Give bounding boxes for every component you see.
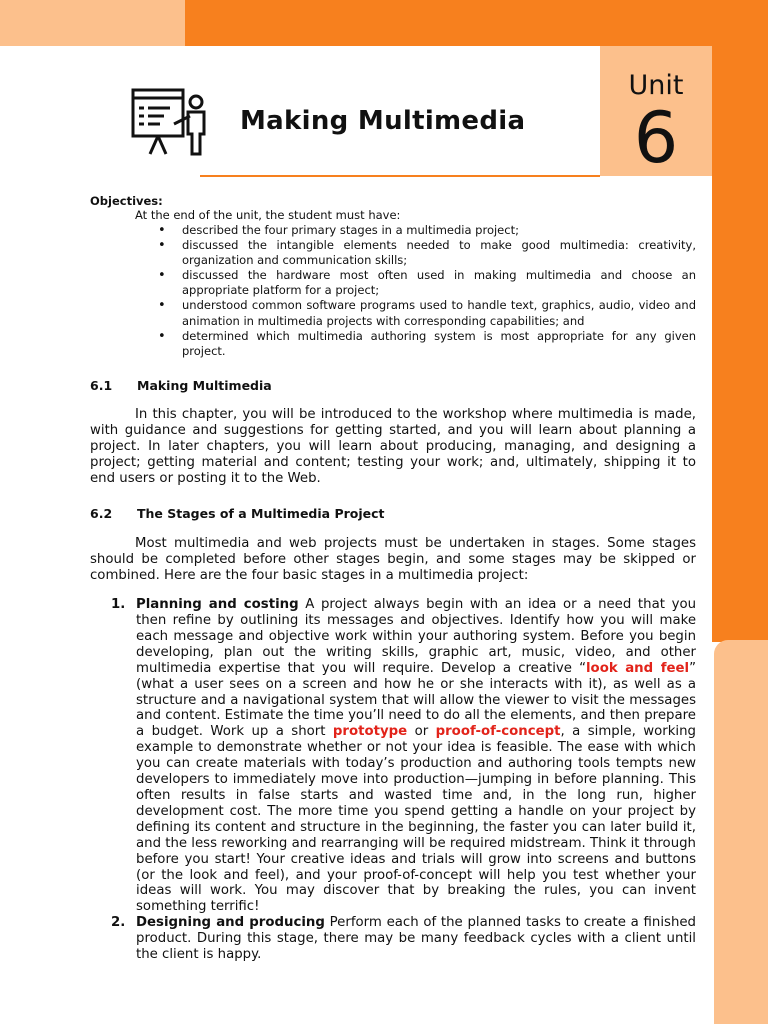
objective-item: • determined which multimedia authoring system is most appropriate for any given project. [90, 329, 696, 359]
unit-badge [600, 46, 712, 179]
objectives-list [90, 223, 696, 359]
stage-title: Designing and producing [136, 915, 325, 931]
objective-item: • discussed the hardware most often used in making multimedia and choose an appropriate platform for a project; [90, 268, 696, 298]
stages-list [90, 597, 696, 963]
stage-text: ” (what a user sees on a screen and how he or she interacts with it), as well as a structure and a navigational system that will allow the viewer to visit the messages and content. Estimate the time you’ll need to do all the elements, and then prepare a budget. Work up a short [136, 660, 696, 740]
term-prototype: prototype [332, 724, 408, 740]
presenter-board-icon [130, 86, 212, 158]
stage-number: 2. [111, 915, 126, 931]
term-look-and-feel: look and feel [586, 660, 690, 676]
side-band-light [714, 640, 768, 1024]
stage-text: or [407, 724, 436, 740]
unit-number: 6 [633, 97, 679, 179]
content [90, 190, 696, 963]
section-paragraph: Most multimedia and web projects must be undertaken in stages. Some stages should be completed before other stages begin, and some stages may be skipped or combined. Here are the four basic stages in a multimedia project: [90, 535, 696, 583]
objective-item: • described the four primary stages in a multimedia project; [90, 223, 696, 238]
section-title: Making Multimedia [137, 377, 272, 393]
side-band [712, 46, 768, 642]
objectives-heading: Objectives: [90, 194, 163, 208]
section-paragraph: In this chapter, you will be introduced to the workshop where multimedia is made, with guidance and suggestions for getting started, and you will learn about planning a project. In later chapters, you will learn about producing, managing, and designing a project; getting material and content; testing your work; and, ultimately, shipping it to end users or posting it to the Web. [90, 406, 696, 486]
page-title: Making Multimedia [240, 106, 526, 136]
term-proof-of-concept: proof-of-concept [435, 724, 561, 740]
header-band [185, 0, 768, 46]
header-band-light [0, 0, 188, 46]
stage-item [90, 915, 696, 963]
stage-text: A project always begin with an idea or a need that you then refine by outlining its messages and objectives. Identify how you will make each message and objective work within your authoring system. Before you begin developing, plan out the writing skills, graphic art, music, video, and other multimedia expertise that you will require. Develop a creative “ [136, 597, 697, 676]
section-heading [90, 506, 696, 521]
title-underline [200, 175, 600, 177]
section-heading [90, 378, 696, 393]
objectives-intro: At the end of the unit, the student must have: [135, 208, 401, 222]
stage-number: 1. [111, 597, 126, 613]
stage-text: , a simple, working example to demonstrate whether or not your idea is feasible. The ease with which you can create materials with today’s production and authoring tools tempts new developers to immediately move into production—jumping in before planning. This often results in false starts and wasted time and, in the long run, higher development cost. The more time you spend getting a handle on your project by defining its content and structure in the beginning, the faster you can later build it, and the less reworking and rearranging will be required midstream. Think it through before you start! Your creative ideas and trials will grow into screens and buttons (or the look and feel), and your proof-of-concept will help you test whether your ideas will work. You may discover that by breaking the rules, you can invent something terrific! [136, 724, 696, 915]
objective-item: • understood common software programs used to handle text, graphics, audio, video and animation in multimedia projects with corresponding capabilities; and [90, 298, 696, 328]
section-number: 6.2 [90, 505, 113, 521]
objective-item: • discussed the intangible elements needed to make good multimedia: creativity, organization and communication skills; [90, 238, 696, 268]
section-number: 6.1 [90, 377, 113, 393]
stage-item [90, 597, 696, 915]
stage-text: Perform each of the planned tasks to create a finished product. During this stage, there may be many feedback cycles with a client until the client is happy. [136, 915, 696, 963]
unit-label: Unit [628, 70, 684, 101]
stage-title: Planning and costing [136, 597, 299, 613]
section-title: The Stages of a Multimedia Project [137, 505, 385, 521]
